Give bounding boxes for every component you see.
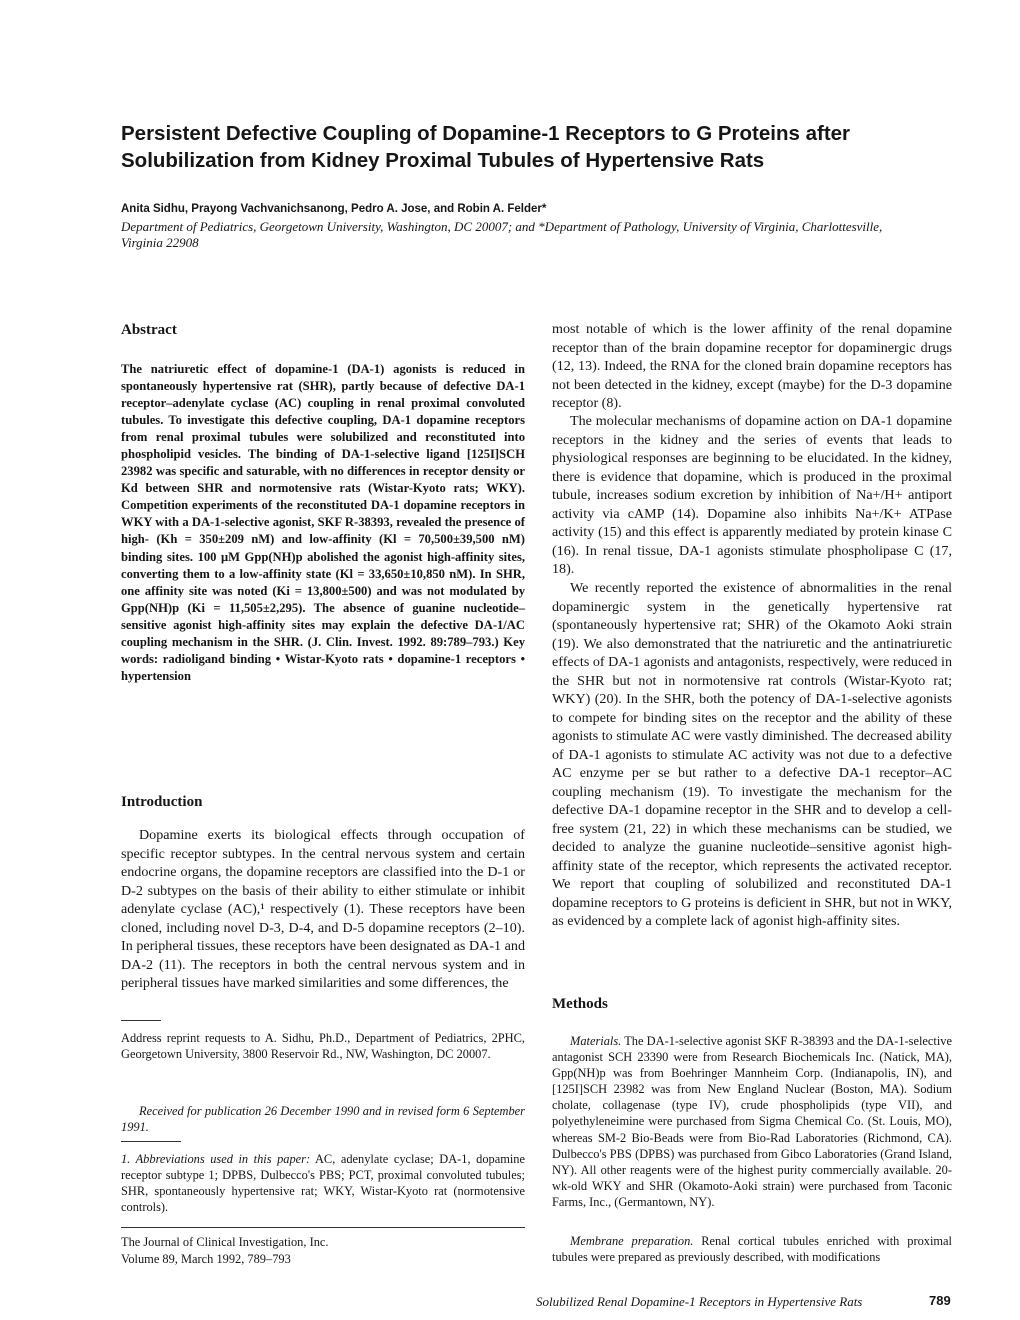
affiliations: Department of Pediatrics, Georgetown University, Washington, DC 20007; and *Department of Pathology, University of Virginia, Charlottesville, Virginia 22908 <box>121 219 883 250</box>
journal-name: The Journal of Clinical Investigation, Inc. <box>121 1235 329 1249</box>
body-paragraph: The molecular mechanisms of dopamine action on DA-1 dopamine receptors in the kidney and the series of events that leads to physiological responses are beginning to be elucidated. In the kidney, there is evidence that dopamine, which is produced in the proximal tubule, increases sodium excretion by inhibition of Na+/H+ antiport activity via cAMP (14). Dopamine also inhibits Na+/K+ ATPase activity (15) and this effect is apparently mediated by protein kinase C (16). In renal tissue, DA-1 agonists stimulate phospholipase C (17, 18). <box>552 413 952 577</box>
abbreviations-footnote <box>121 1151 525 1215</box>
materials-paragraph <box>552 1033 952 1210</box>
running-title: Solubilized Renal Dopamine-1 Receptors in Hypertensive Rats <box>536 1294 863 1309</box>
footnote-separator <box>121 1020 161 1021</box>
received-note: Received for publication 26 December 1990 and in revised form 6 September 1991. <box>121 1104 525 1135</box>
abbreviations-label: 1. Abbreviations used in this paper: <box>121 1152 311 1166</box>
introduction-paragraph: Dopamine exerts its biological effects through occupation of specific receptor subtypes. In the central nervous system and certain endocrine organs, the dopamine receptors are classified into the D-1 or D-2 subtypes on the basis of their ability to either stimulate or inhibit adenylate cyclase (AC),¹ respectively (1). These receptors have been cloned, including novel D-3, D-4, and D-5 dopamine receptors (2–10). In peripheral tissues, these receptors have been designated as DA-1 and DA-2 (11). The receptors in both the central nervous system and in peripheral tissues have marked similarities and some differences, the <box>121 827 525 991</box>
footnote-separator <box>121 1141 181 1142</box>
abstract-text: The natriuretic effect of dopamine-1 (DA-1) agonists is reduced in spontaneously hypertensive rat (SHR), partly because of defective DA-1 receptor–adenylate cyclase (AC) coupling in renal proximal convoluted tubules. To investigate this defective coupling, DA-1 dopamine receptors from renal proximal tubules were solubilized and reconstituted into phospholipid vesicles. The binding of DA-1-selective ligand [125I]SCH 23982 was specific and saturable, with no differences in receptor density or Kd between SHR and normotensive rats (Wistar-Kyoto rats; WKY). Competition experiments of the reconstituted DA-1 dopamine receptors in WKY with a DA-1-selective agonist, SKF R-38393, revealed the presence of high- (Kh = 350±209 nM) and low-affinity (Kl = 70,500±39,500 nM) binding sites. 100 μM Gpp(NH)p abolished the agonist high-affinity sites, converting them to a low-affinity state (Kl = 33,650±10,850 nM). In SHR, one affinity site was noted (Ki = 13,800±500) and was not modulated by Gpp(NH)p (Ki = 11,505±2,295). The absence of guanine nucleotide–sensitive agonist high-affinity sites may explain the defective DA-1/AC coupling mechanism in the SHR. (J. Clin. Invest. 1992. 89:789–793.) Key words: radioligand binding • Wistar-Kyoto rats • dopamine-1 receptors • hypertension <box>121 362 525 683</box>
introduction-heading: Introduction <box>121 794 203 810</box>
methods-heading: Methods <box>552 996 608 1012</box>
body-paragraph: most notable of which is the lower affinity of the renal dopamine receptor than of the brain dopamine receptor for dopaminergic drugs (12, 13). Indeed, the RNA for the cloned brain dopamine receptors has not been detected in the kidney, except (maybe) for the D-3 dopamine receptor (8). <box>552 321 952 411</box>
abstract-heading: Abstract <box>121 322 177 338</box>
abbreviations-text: AC, adenylate cyclase; DA-1, dopamine receptor subtype 1; DPBS, Dulbecco's PBS; PCT, proximal convoluted tubules; SHR, spontaneously hypertensive rat; WKY, Wistar-Kyoto rat (normotensive controls). <box>121 1152 525 1215</box>
reprint-note: Address reprint requests to A. Sidhu, Ph.D., Department of Pediatrics, 2PHC, Georgetown University, 3800 Reservoir Rd., NW, Washington, DC 20007. <box>121 1031 525 1062</box>
membrane-paragraph <box>552 1233 952 1265</box>
author-list: Anita Sidhu, Prayong Vachvanichsanong, Pedro A. Jose, and Robin A. Felder* <box>121 203 547 215</box>
materials-text: The DA-1-selective agonist SKF R-38393 and the DA-1-selective antagonist SCH 23390 were from Research Biochemicals Inc. (Natick, MA), Gpp(NH)p was from Boehringer Mannheim Corp. (Indianapolis, IN), and [125I]SCH 23982 was from New England Nuclear (Boston, MA). Sodium cholate, collagenase (type IV), crude phospholipids (type VII), and polyethyleneimine were purchased from Sigma Chemical Co. (St. Louis, MO), whereas SM-2 Bio-Beads were from Bio-Rad Laboratories (Richmond, CA). Dulbecco's PBS (DPBS) was purchased from Gibco Laboratories (Grand Island, NY). All other reagents were of the highest purity commercially available. 20-wk-old WKY and SHR (Okamoto-Aoki strain) were purchased from Taconic Farms, Inc., (Germantown, NY). <box>552 1034 952 1209</box>
membrane-label: Membrane preparation. <box>570 1234 694 1248</box>
page-number: 789 <box>929 1293 951 1308</box>
body-paragraph: We recently reported the existence of abnormalities in the renal dopaminergic system in the genetically hypertensive rat (spontaneously hypertensive rat; SHR) of the Okamoto Aoki strain (19). We also demonstrated that the natriuretic and the antinatriuretic effects of DA-1 agonists and antagonists, respectively, were reduced in the SHR but not in normotensive rat controls (Wistar-Kyoto rat; WKY) (20). In the SHR, both the potency of DA-1-selective agonists to compete for binding sites on the receptor and the ability of these agonists to stimulate AC were vastly diminished. The decreased ability of DA-1 agonists to stimulate AC activity was not due to a defective AC enzyme per se but rather to a defective DA-1 receptor–AC coupling mechanism (19). To investigate the mechanism for the defective DA-1 dopamine receptor in the SHR and to develop a cell-free system (21, 22) in which these mechanisms can be studied, we decided to analyze the guanine nucleotide–sensitive agonist high-affinity state of the receptor, which represents the activated receptor. We report that coupling of solubilized and reconstituted DA-1 dopamine receptors to G proteins is deficient in SHR, but not in WKY, as evidenced by a complete lack of agonist high-affinity sites. <box>552 580 952 929</box>
membrane-text: Renal cortical tubules enriched with proximal tubules were prepared as previously described, with modifications <box>552 1234 952 1265</box>
materials-label: Materials. <box>570 1034 622 1048</box>
journal-volume: Volume 89, March 1992, 789–793 <box>121 1252 291 1266</box>
article-title: Persistent Defective Coupling of Dopamine-1 Receptors to G Proteins after Solubilization from Kidney Proximal Tubules of Hypertensive Rats <box>121 122 851 172</box>
journal-separator <box>121 1227 525 1228</box>
